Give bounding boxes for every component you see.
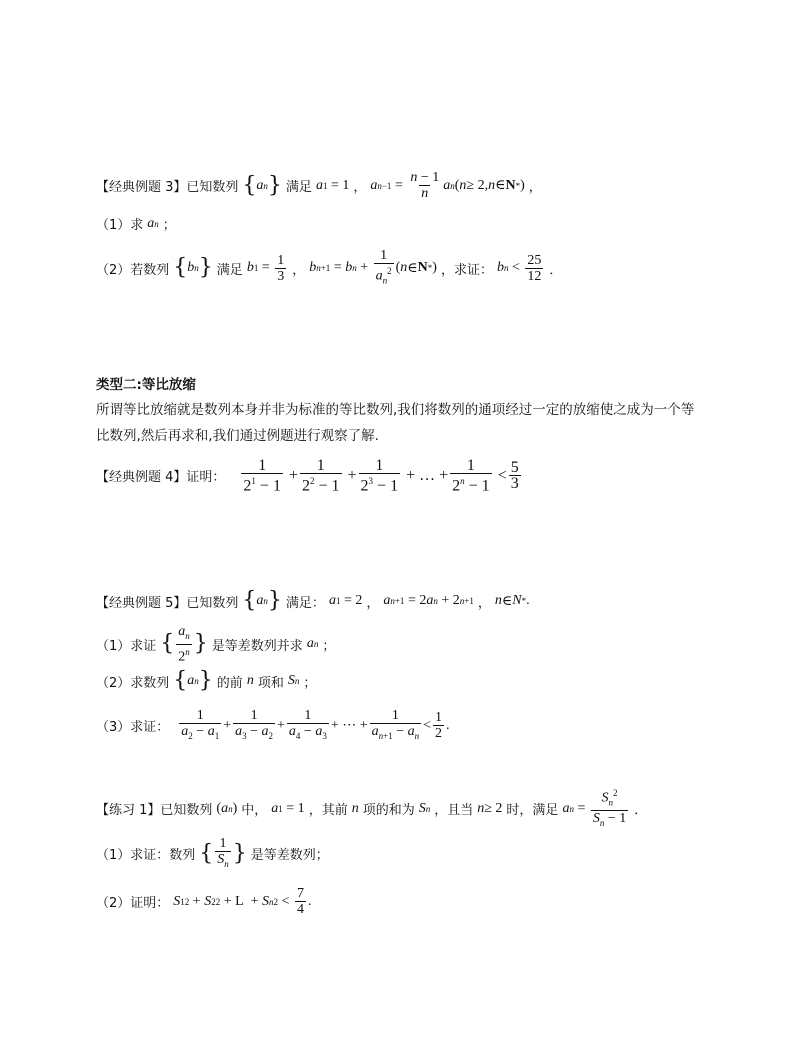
math-difference-sum: $\frac{1}{a_2 - a_1}$ + $\frac{1}{a_3 - a_2}$ + $\frac{1}{a_4 - a_3}$ + ⋯ + $\frac{1}{a_{n+1} - a_n}$ < $\frac{1}{2}$ . <box>177 708 449 744</box>
math-sum-inequality: $\frac{1}{2^1 - 1}$ + $\frac{1}{2^2 - 1}$ + $\frac{1}{2^3 - 1}$ + … + $\frac{1}{2^n - 1}$ < $\frac{5}{3}$ <box>243 457 519 495</box>
math-a1-equals-1: a 1 = 1 <box>315 177 350 193</box>
example-3-statement: 【经典例题 3】 已知数列 { a n } 满足 a 1 = 1 ， a n−1 = $\frac{n - 1}{n}$ a n ( n ≥ 2, n ∈ N * ) ， <box>96 170 542 201</box>
example-5-part-3: （3） 求证： $\frac{1}{a_2 - a_1}$ + $\frac{1}{a_3 - a_2}$ + $\frac{1}{a_4 - a_3}$ + ⋯ + $\frac{1}{a_{n+1} - a_n}$ < $\frac{1}{2}$ . <box>96 708 454 744</box>
practice-1-statement: 【练习 1】 已知数列 ( a n ) 中， a 1 = 1 ，其前 n 项的和为 S n ，且当 n ≥ 2 时，满足 a n = $\frac{S_n^2}{S_n - 1}$ ． <box>96 786 647 831</box>
practice-1-part-1: （1） 求证：数列 { $\frac{1}{S_n}$ } 是等差数列； <box>96 836 329 872</box>
practice-1-part-2: （2） 证明： S 1 2 + S 2 2 + L + S n 2 < $\frac{7}{4}$ . <box>96 886 312 917</box>
example-3-part-2: （2） 若数列 { b n } 满足 b 1 = $\frac{1}{3}$ ， b n+1 = b n + $\frac{1}{a_n^2}$ ( n ∈ N * ) ，求证： b n < $\frac{25}{12}$ ． <box>96 248 562 288</box>
example-label: 【经典例题 3】 <box>96 180 187 195</box>
example-4-statement: 【经典例题 4】 证明： $\frac{1}{2^1 - 1}$ + $\frac{1}{2^2 - 1}$ + $\frac{1}{2^3 - 1}$ + … + $\frac{1}{2^n - 1}$ < $\frac{5}{3}$ <box>96 458 527 493</box>
example-5-part-2: （2） 求数列 { a n } 的前 n 项和 S n ； <box>96 668 317 693</box>
section-heading: 类型二:等比放缩 <box>96 377 196 393</box>
math-recurrence: a n−1 = $\frac{n - 1}{n}$ a n ( n ≥ 2, n ∈ N * ) <box>370 170 525 201</box>
math-sequence-an: { a n } <box>242 172 282 198</box>
example-3-part-1: （1） 求 a n ； <box>96 215 176 233</box>
example-5-part-1: （1） 求证 { $\frac{a_n}{2^n}$ } 是等差数列并求 a n ； <box>96 624 336 665</box>
section-paragraph: 所谓等比放缩就是数列本身并非为标准的等比数列,我们将数列的通项经过一定的放缩使之成为一个等比数列,然后再求和,我们通过例题进行观察了解. <box>96 402 695 444</box>
example-5-statement: 【经典例题 5】 已知数列 { a n } 满足： a 1 = 2 ， a n+1 = 2 a n + 2 n+1 ， n ∈ N * . <box>96 588 530 613</box>
